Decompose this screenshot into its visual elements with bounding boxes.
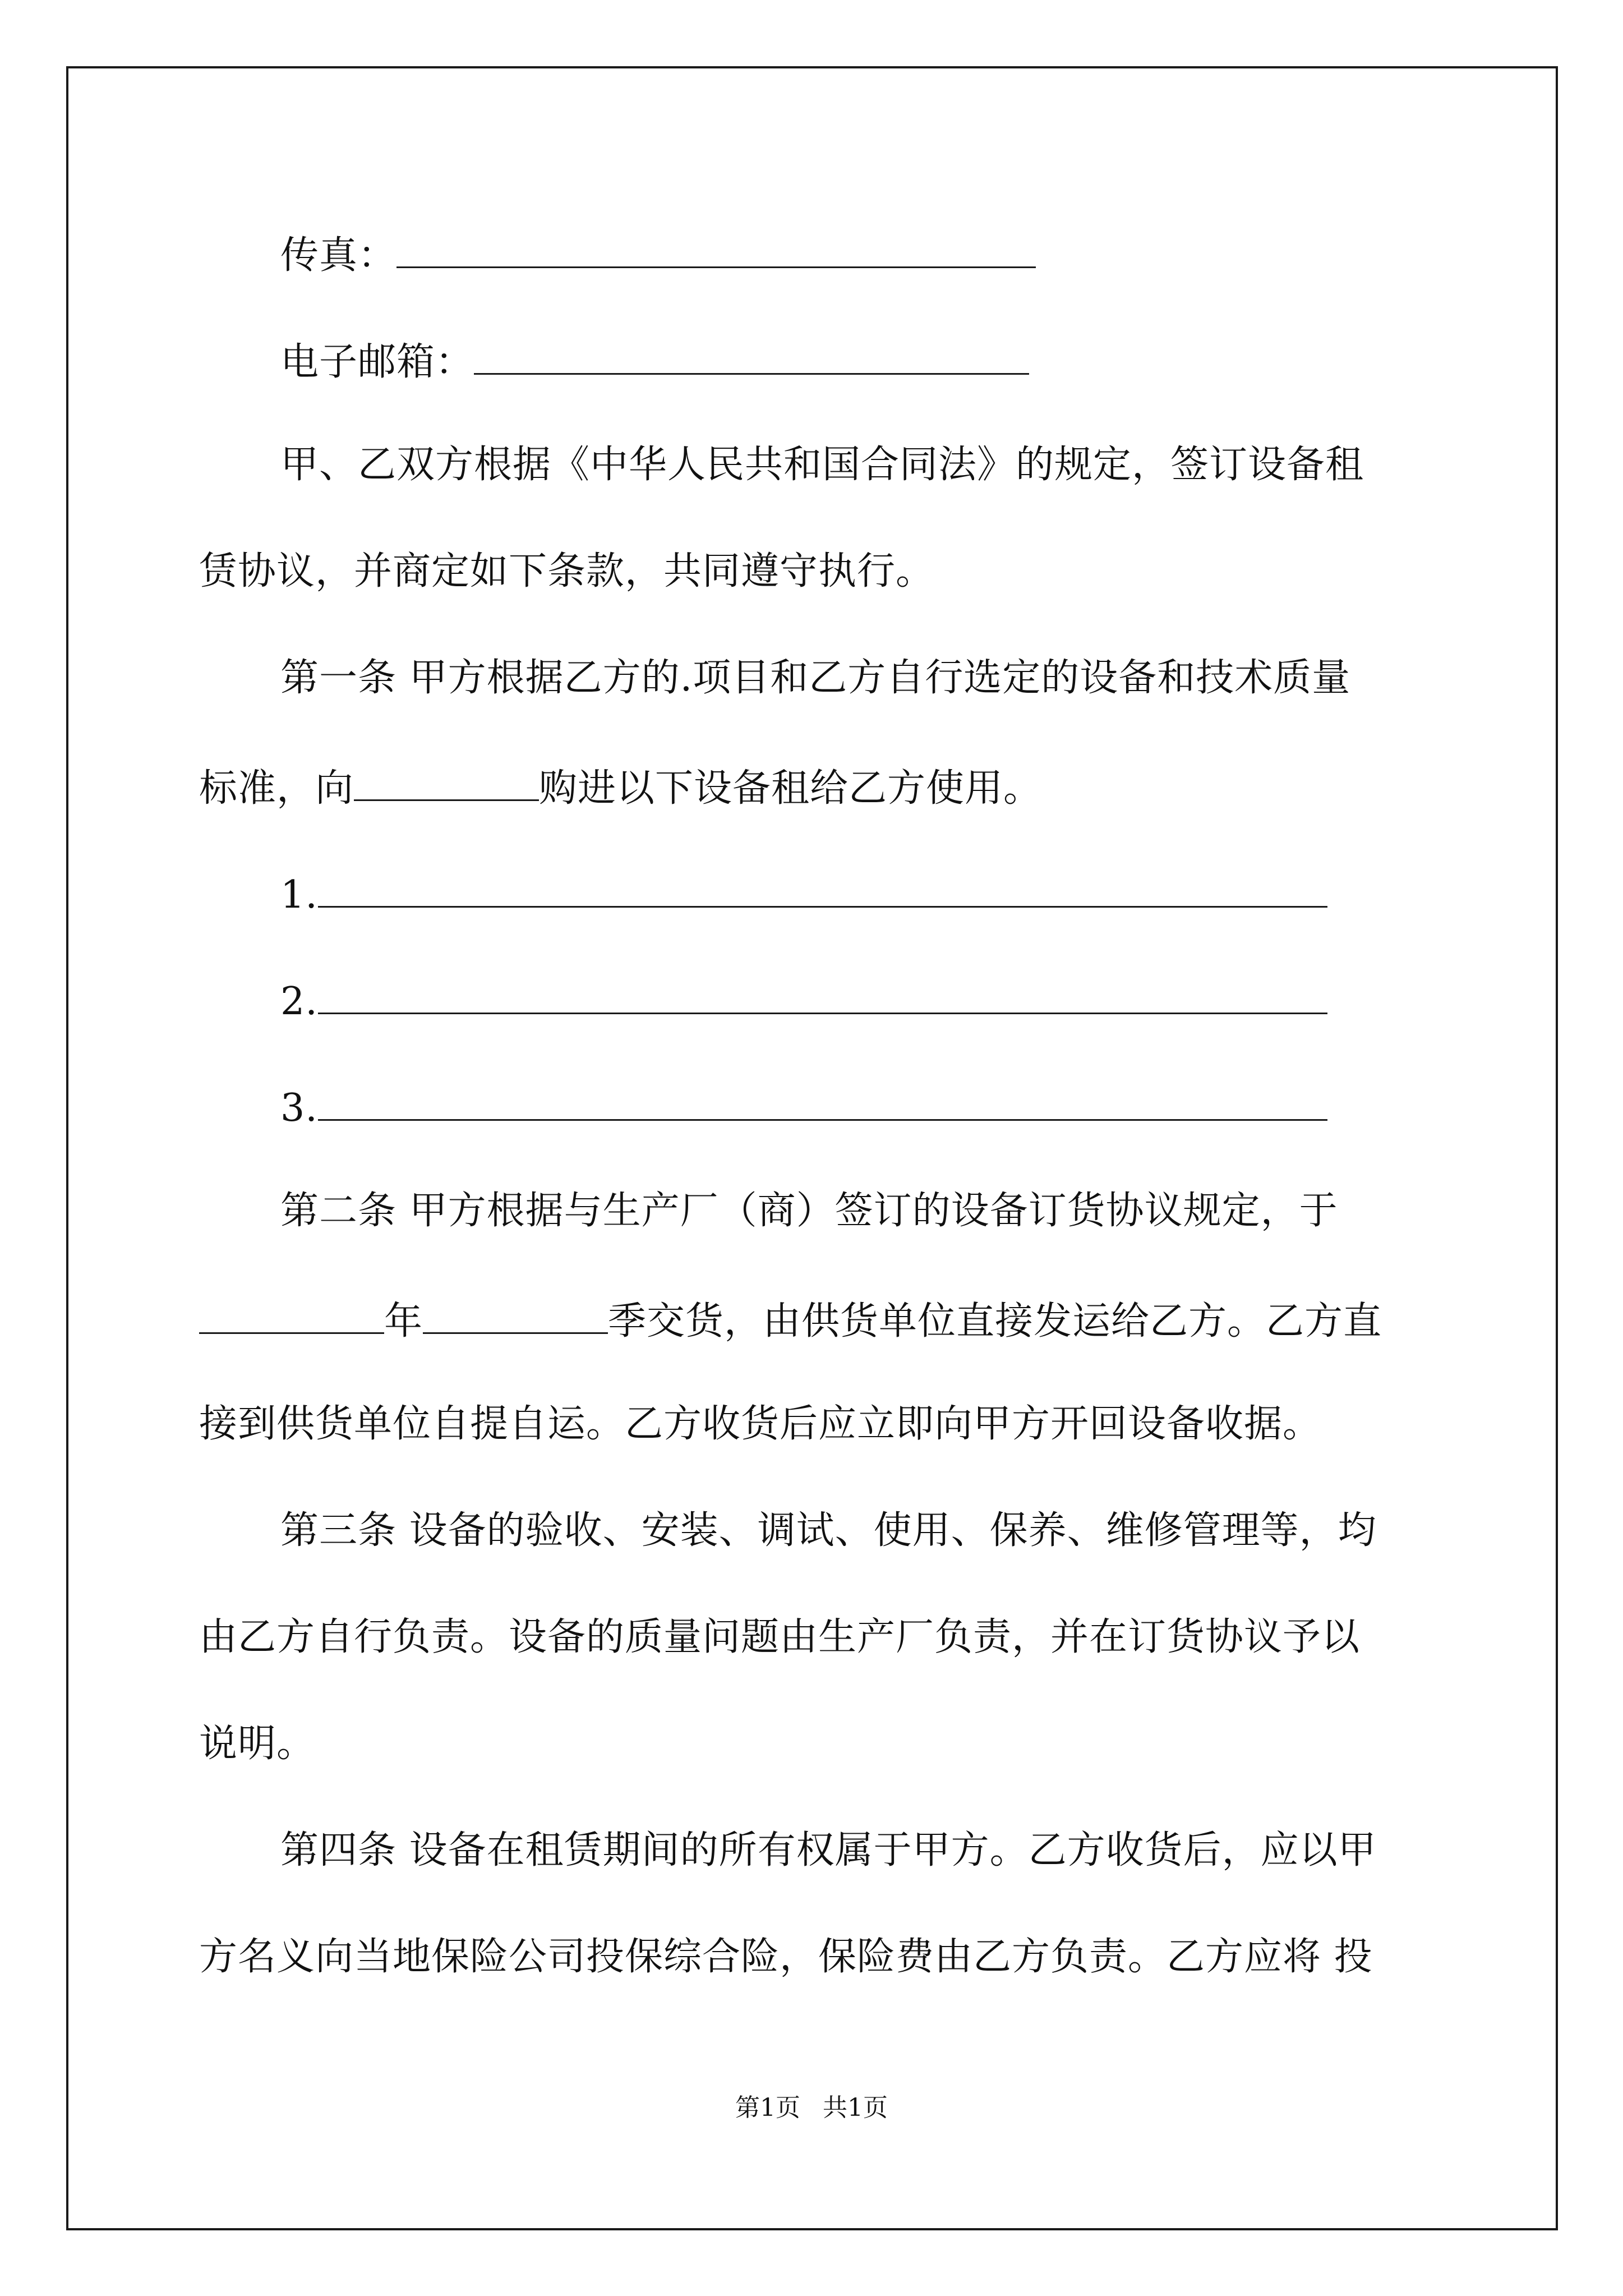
page-footer bbox=[0, 2093, 1623, 2122]
equipment-item-number: 2. bbox=[280, 979, 318, 1024]
year-blank bbox=[199, 1299, 384, 1334]
article2-delivery-text: 季交货，由供货单位直接发运给乙方。乙方直 bbox=[608, 1299, 1382, 1343]
year-label: 年 bbox=[384, 1299, 423, 1343]
supplier-blank bbox=[354, 766, 539, 801]
article1-line-1: 第一条 甲方根据乙方的.项目和乙方自行选定的设备和技术质量 bbox=[280, 656, 1351, 700]
page-number-total: 共1页 bbox=[823, 2093, 888, 2122]
article2-line-1: 第二条 甲方根据与生产厂（商）签订的设备订货协议规定，于 bbox=[280, 1189, 1338, 1233]
equipment-item-2 bbox=[280, 979, 1327, 1024]
equipment-item-number: 1. bbox=[280, 873, 318, 917]
article3-line-1: 第三条 设备的验收、安装、调试、使用、保养、维修管理等，均 bbox=[280, 1508, 1377, 1553]
article3-line-2: 由乙方自行负责。设备的质量问题由生产厂负责，并在订货协议予以 bbox=[199, 1615, 1361, 1659]
article3-line-3: 说明。 bbox=[199, 1722, 316, 1766]
equipment-item-blank bbox=[318, 872, 1327, 908]
article4-line-1: 第四条 设备在租赁期间的所有权属于甲方。乙方收货后，应以甲 bbox=[280, 1828, 1377, 1872]
preamble-line-2: 赁协议，并商定如下条款，共同遵守执行。 bbox=[199, 549, 935, 593]
page-number-current: 第1页 bbox=[735, 2093, 800, 2122]
article2-line-2 bbox=[199, 1299, 1382, 1341]
fax-label: 传真： bbox=[280, 233, 397, 278]
email-label: 电子邮箱： bbox=[280, 340, 474, 384]
equipment-item-1 bbox=[280, 872, 1327, 917]
equipment-item-number: 3. bbox=[280, 1086, 318, 1130]
fax-line bbox=[280, 233, 1036, 278]
article4-line-2: 方名义向当地保险公司投保综合险，保险费由乙方负责。乙方应将 投 bbox=[199, 1935, 1373, 1979]
article1-line-2 bbox=[199, 766, 1043, 811]
equipment-item-3 bbox=[280, 1085, 1327, 1128]
quarter-blank bbox=[423, 1299, 608, 1334]
article2-line-3: 接到供货单位自提自运。乙方收货后应立即向甲方开回设备收据。 bbox=[199, 1402, 1322, 1446]
article1-supplier-suffix: 购进以下设备租给乙方使用。 bbox=[539, 766, 1043, 811]
page-border bbox=[66, 66, 1558, 2230]
equipment-item-blank bbox=[318, 1085, 1327, 1121]
article1-supplier-prefix: 标准，向 bbox=[199, 766, 354, 811]
fax-blank bbox=[396, 233, 1036, 268]
preamble-line-1: 甲、乙双方根据《中华人民共和国合同法》的规定，签订设备租 bbox=[280, 443, 1364, 487]
email-blank bbox=[474, 339, 1029, 375]
email-line bbox=[280, 339, 1029, 384]
equipment-item-blank bbox=[318, 979, 1327, 1014]
